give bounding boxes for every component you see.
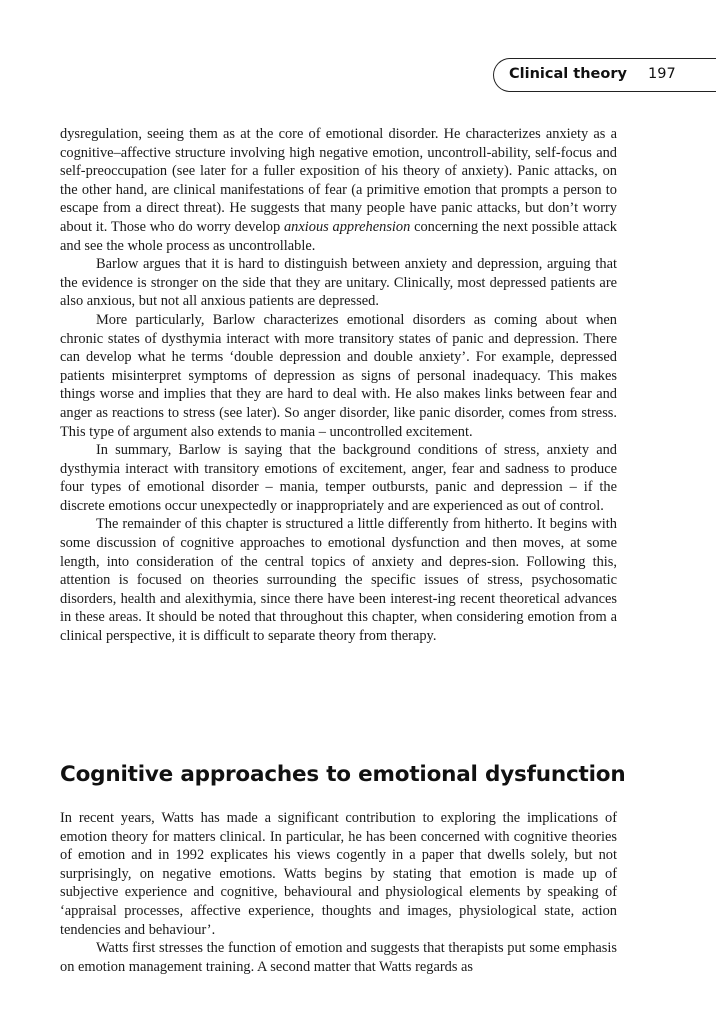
paragraph-5: The remainder of this chapter is structured a little differently from hitherto. It begins with some discussion of cognitive approaches to emotional dysfunction and then moves, at some length, into consideration of the central topics of anxiety and depres-sion. Following this, attention is focused on theories surrounding the specific issues of stress, psychosomatic disorders, health and alexithymia, since there have been interest-ing recent theoretical advances in these areas. It should be noted that throughout this chapter, when considering emotion from a clinical perspective, it is difficult to separate theory from therapy. bbox=[60, 516, 617, 645]
paragraph-4: In summary, Barlow is saying that the background conditions of stress, anxiety and dysthymia interact with transitory emotions of excitement, anger, fear and sadness to produce four types of emotional disorder – mania, temper outbursts, panic and depression – if the discrete emotions occur unexpectedly or inappropriately and are experienced as out of control. bbox=[60, 442, 617, 514]
emphasis-anxious-apprehension: anxious apprehension bbox=[283, 218, 411, 235]
paragraph-6: In recent years, Watts has made a significant contribution to exploring the implications of emotion theory for matters clinical. In particular, he has been concerned with cognitive theories of emotion and in 1992 explicates his views cogently in a paper that dwells solely, but not surprisingly, on negative emotions. Watts begins by stating that emotion is made up of subjective experience and cognitive, behavioural and physiological elements by speaking of ‘appraisal processes, affective experience, thoughts and images, physiological state, action tendencies and behaviour’. bbox=[60, 810, 617, 938]
body-text-block-2 bbox=[60, 809, 617, 976]
paragraph-7: Watts first stresses the function of emotion and suggests that therapists put some emphasis on emotion management training. A second matter that Watts regards as bbox=[60, 940, 617, 975]
section-heading: Cognitive approaches to emotional dysfunction bbox=[60, 762, 626, 787]
paragraph-1-text-b: concerning the next possible attack and see the whole process as uncontrollable. bbox=[60, 218, 617, 254]
body-text-block-1 bbox=[60, 125, 617, 646]
paragraph-1 bbox=[60, 125, 617, 255]
paragraph-2: Barlow argues that it is hard to distinguish between anxiety and depression, arguing that the evidence is stronger on the side that they are unitary. Clinically, most depressed patients are also anxious, but not all anxious patients are depressed. bbox=[60, 256, 617, 310]
page-number: 197 bbox=[648, 66, 676, 82]
running-head-title: Clinical theory bbox=[509, 66, 627, 82]
paragraph-1-text-a: dysregulation, seeing them as at the core of emotional disorder. He characterizes anxiety as a cognitive–affective structure involving high negative emotion, uncontroll-ability, self-focus and self-preoccupation (see later for a fuller exposition of his theory of anxiety). Panic attacks, on the other hand, are clinical manifestations of fear (a primitive emotion that prompts a person to escape from a direct threat). He suggests that many people have panic attacks, but don’t worry about it. Those who do worry develop bbox=[60, 126, 617, 235]
paragraph-3: More particularly, Barlow characterizes emotional disorders as coming about when chronic states of dysthymia interact with more transitory states of panic and depression. There can develop what he terms ‘double depression and double anxiety’. For example, depressed patients misinterpret symptoms of depression as signs of personal inadequacy. This makes things worse and implies that they are hard to deal with. He also makes links between fear and anger as reactions to stress (see later). So anger disorder, like panic disorder, comes from stress. This type of argument also extends to mania – uncontrolled excitement. bbox=[60, 311, 617, 440]
